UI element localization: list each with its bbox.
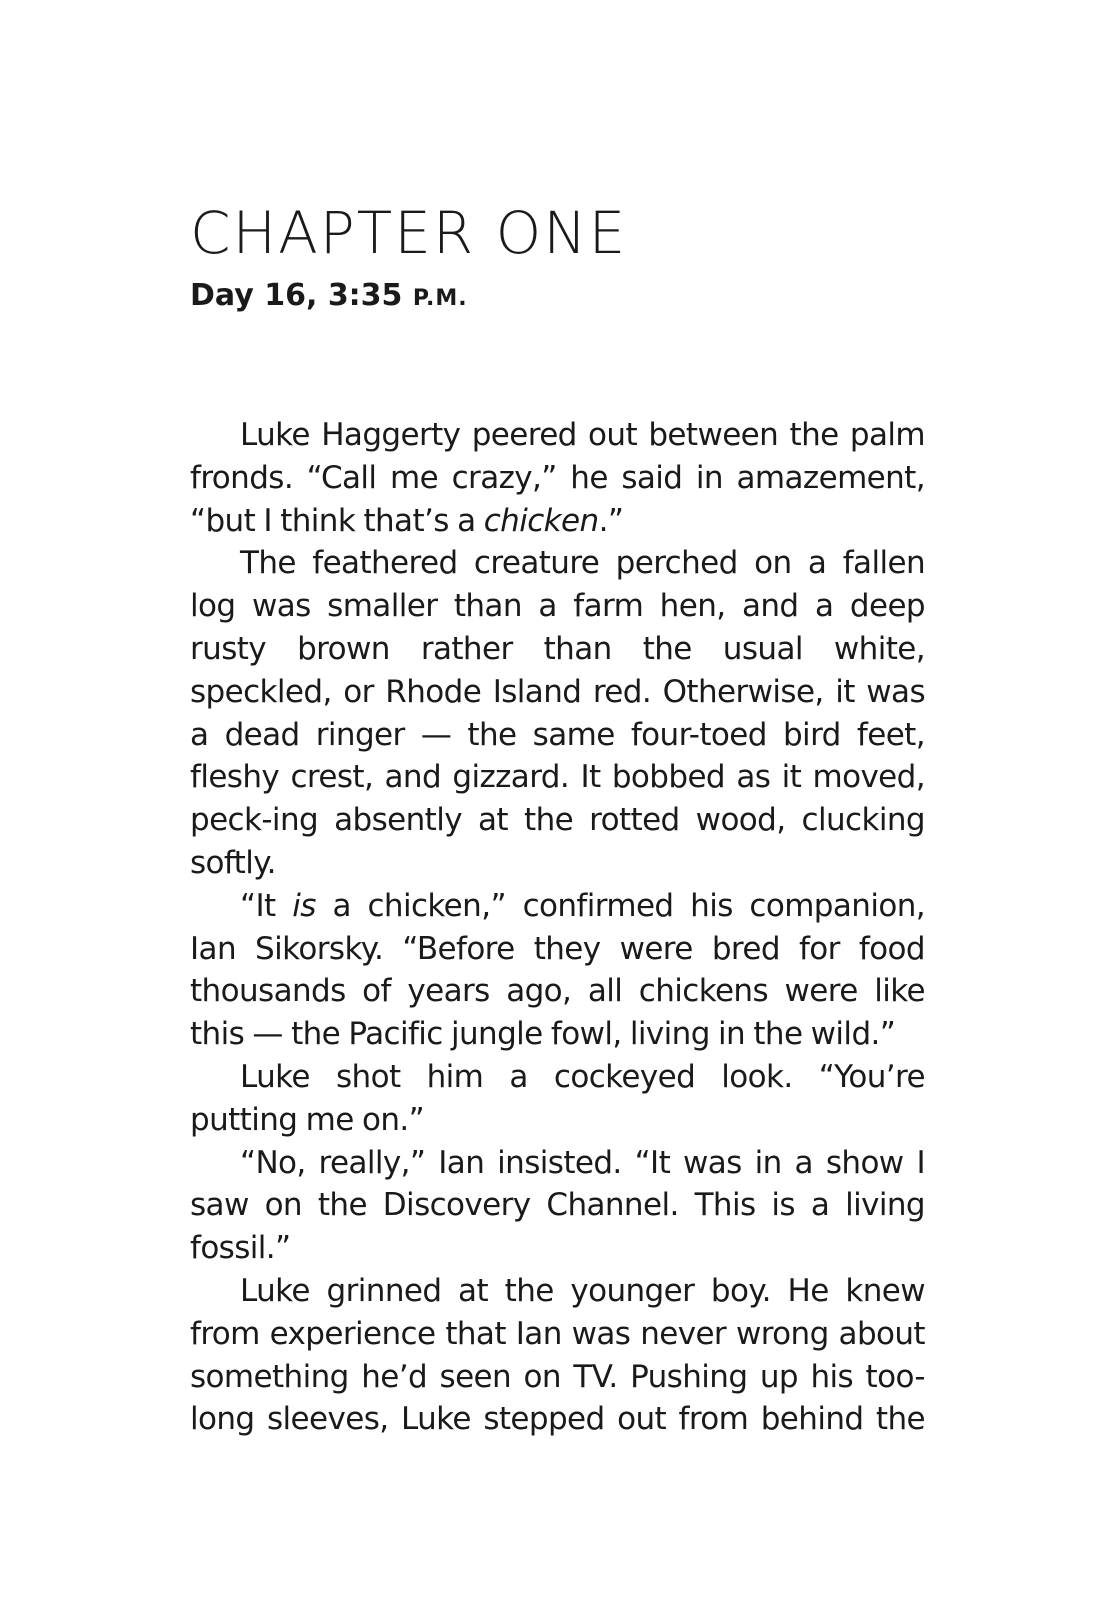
paragraph-2: The feathered creature perched on a fallen log was smaller than a farm hen, and a deep rusty brown rather than the usual white, speckled, or Rhode Island red. Otherwise, it was a dead ringer — the same four-toed bird feet, fleshy crest, and gizzard. It bobbed as it moved, peck-ing absently at the rotted wood, clucking softly. <box>190 545 925 881</box>
paragraph-1-text-a: Luke Haggerty peered out between the palm fronds. “Call me crazy,” he said in amazement, “but I think that’s a <box>190 417 925 539</box>
paragraph-3 <box>190 885 925 1056</box>
paragraph-1 <box>190 414 925 542</box>
chapter-body <box>190 414 925 1441</box>
chapter-subtitle <box>190 276 468 319</box>
paragraph-3-italic-is: is <box>292 887 316 924</box>
chapter-subtitle-day-time: Day 16, 3:35 <box>190 278 413 313</box>
chapter-subtitle-meridiem: P.M. <box>412 286 468 311</box>
paragraph-1-italic-chicken: chicken <box>483 502 599 539</box>
paragraph-4: Luke shot him a cockeyed look. “You’re putting me on.” <box>190 1058 925 1138</box>
paragraph-1-text-b: .” <box>598 502 624 539</box>
chapter-title: CHAPTER ONE <box>190 199 628 267</box>
paragraph-6: Luke grinned at the younger boy. He knew from experience that Ian was never wrong about something he’d seen on TV. Pushing up his too-long sleeves, Luke stepped out from behind the <box>190 1272 925 1438</box>
paragraph-3-text-b: a chicken,” confirmed his companion, Ian Sikorsky. “Before they were bred for food thousands of years ago, all chickens were like this — the Pacific jungle fowl, living in the wild.” <box>190 887 926 1053</box>
paragraph-5: “No, really,” Ian insisted. “It was in a show I saw on the Discovery Channel. This is a living fossil.” <box>190 1144 925 1267</box>
paragraph-3-text-a: “It <box>240 887 293 924</box>
